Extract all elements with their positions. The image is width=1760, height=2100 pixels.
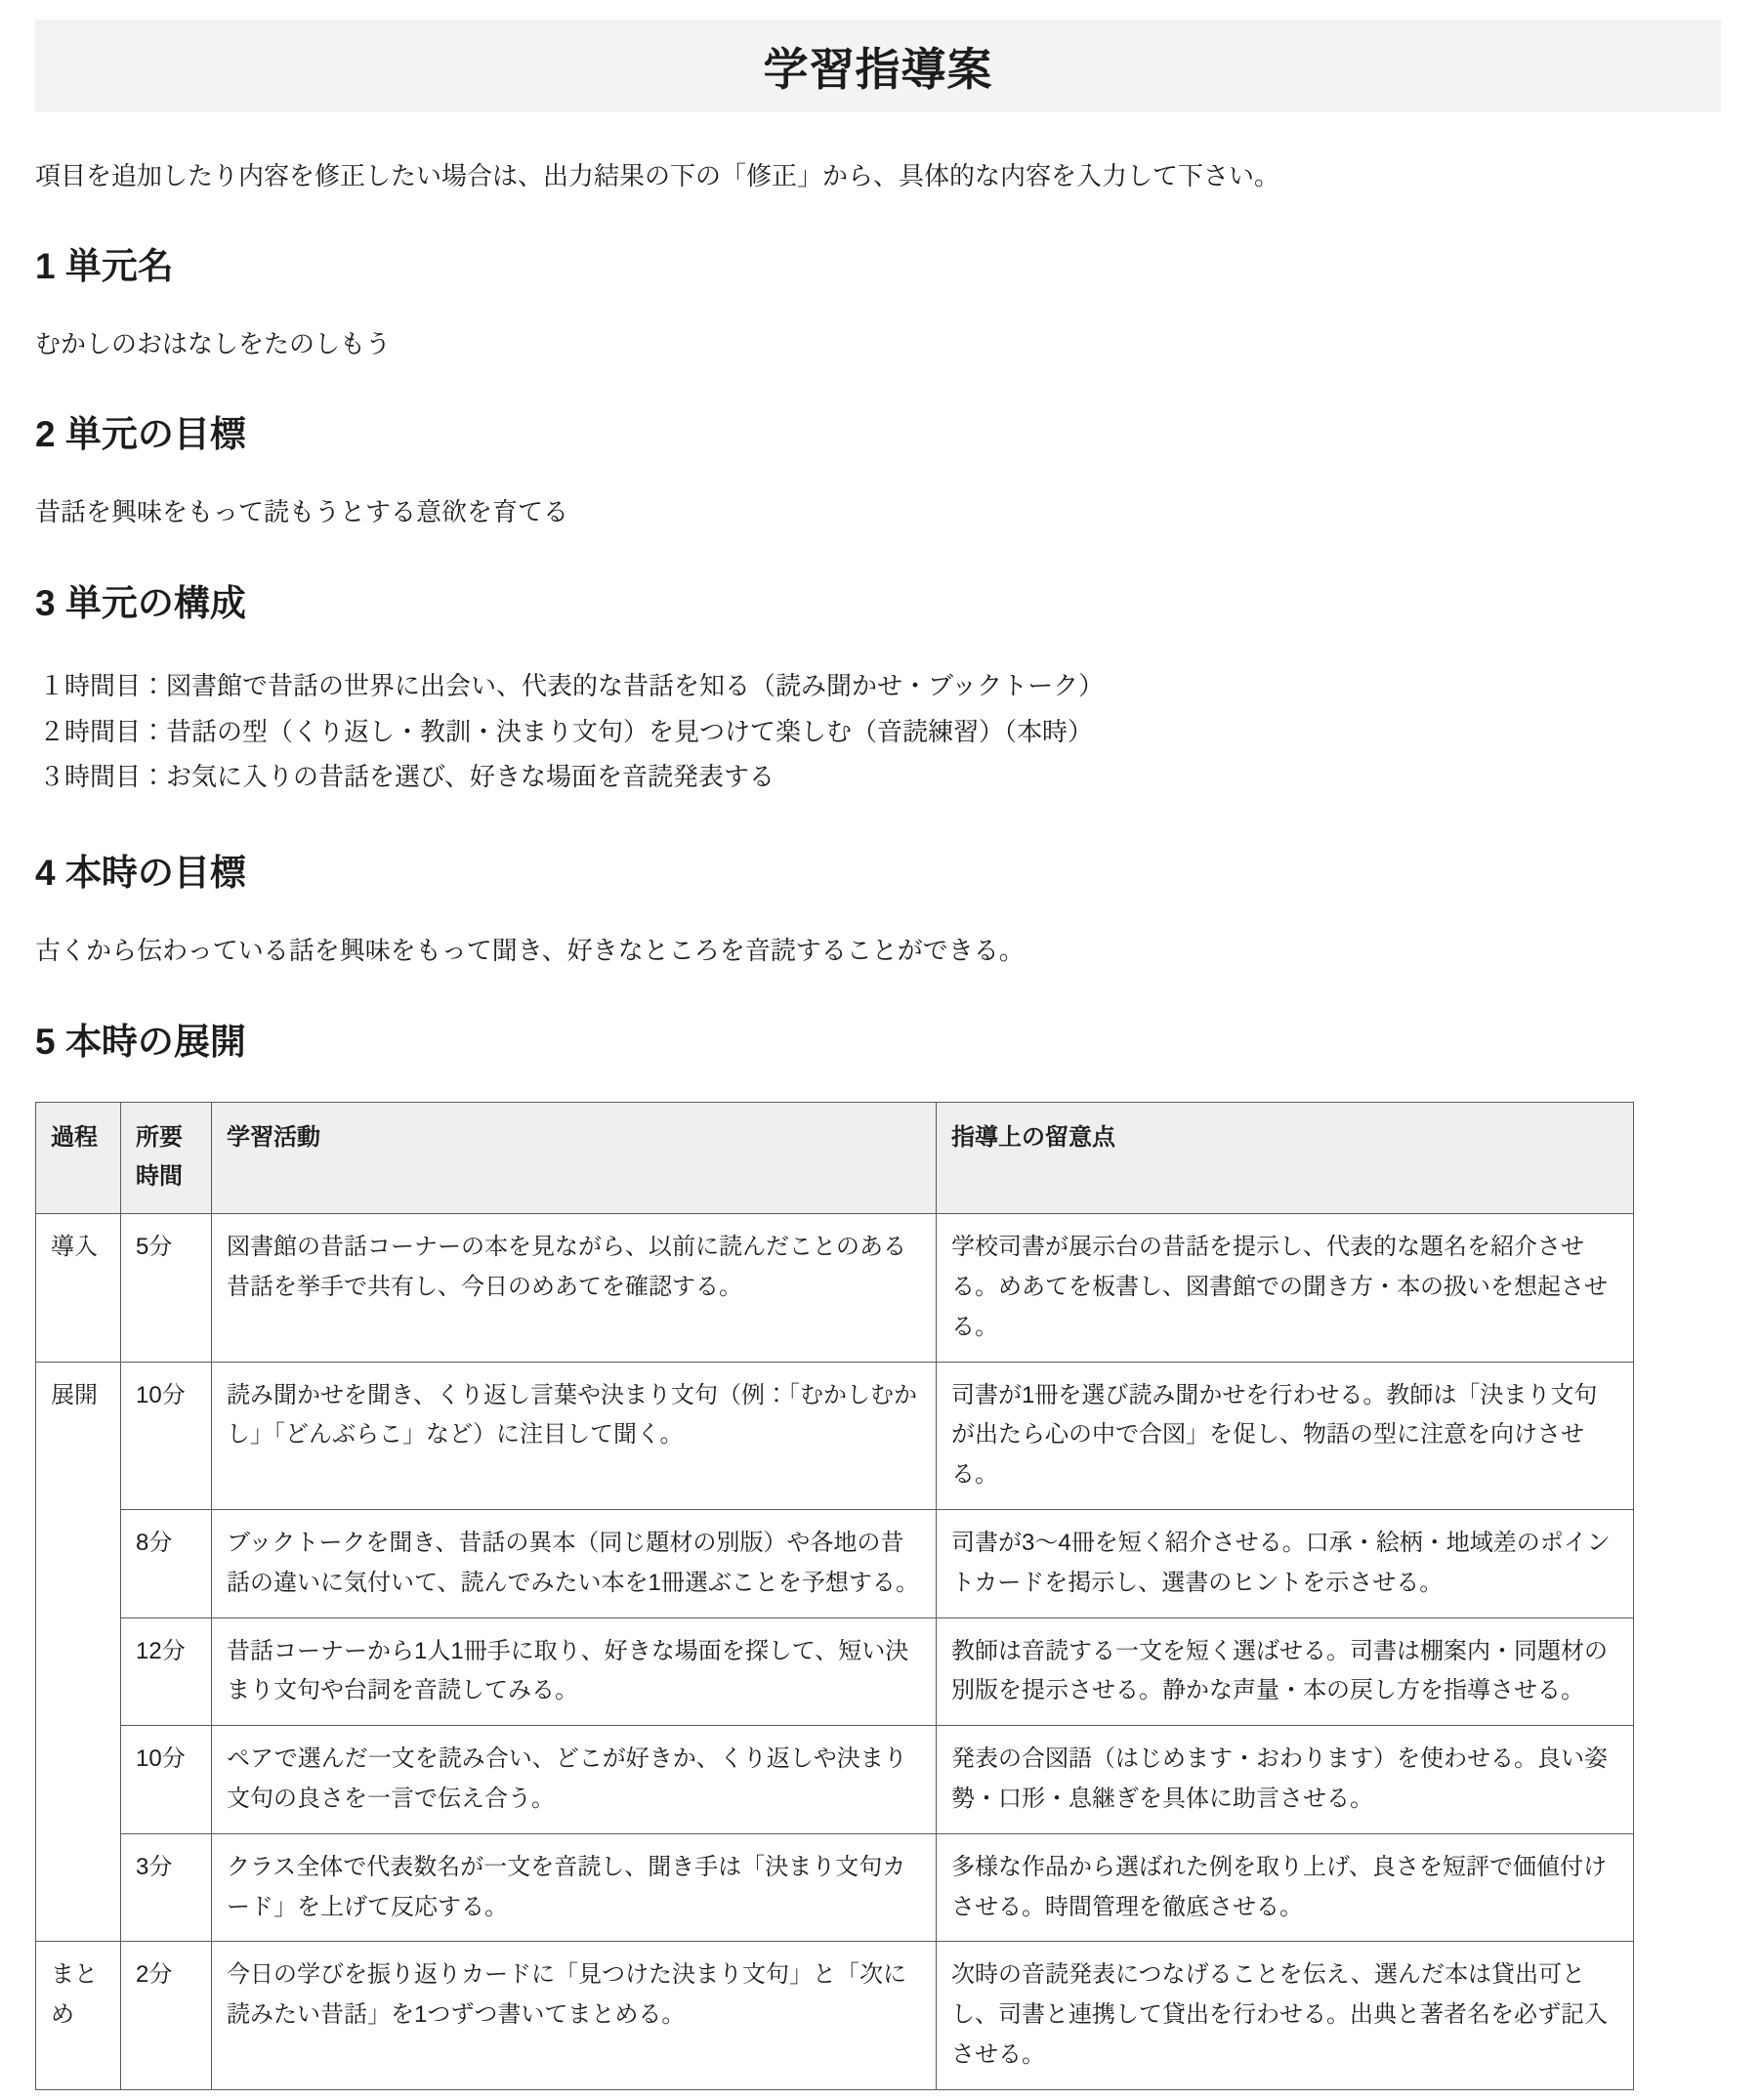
table-header-row bbox=[36, 1102, 1634, 1214]
lesson-plan-table bbox=[35, 1102, 1634, 2090]
table-row-intro bbox=[36, 1214, 1634, 1362]
unit-goal-text: 昔話を興味をもって読もうとする意欲を育てる bbox=[35, 497, 569, 527]
lesson-goal-text: 古くから伝わっている話を興味をもって聞き、好きなところを音読することができる。 bbox=[35, 936, 1025, 966]
table-row-development-5 bbox=[36, 1833, 1634, 1942]
cell-process: まとめ bbox=[36, 1942, 121, 2089]
col-header-time: 所要時間 bbox=[121, 1102, 212, 1214]
section-heading-unit-name: 1 単元名 bbox=[35, 246, 174, 287]
cell-guidance: 司書が1冊を選び読み聞かせを行わせる。教師は「決まり文句が出たら心の中で合図」を促し、物語の型に注意を向けさせる。 bbox=[937, 1362, 1634, 1509]
cell-activity: クラス全体で代表数名が一文を音読し、聞き手は「決まり文句カード」を上げて反応する。 bbox=[212, 1833, 937, 1942]
cell-time: 8分 bbox=[121, 1510, 212, 1618]
cell-time: 10分 bbox=[121, 1362, 212, 1509]
cell-guidance: 次時の音読発表につなげることを伝え、選んだ本は貸出可とし、司書と連携して貸出を行わせる。出典と著者名を必ず記入させる。 bbox=[937, 1942, 1634, 2089]
unit-structure-item-3: ３時間目：お気に入りの昔話を選び、好きな場面を音読発表する bbox=[39, 762, 775, 792]
cell-activity: 読み聞かせを聞き、くり返し言葉や決まり文句（例：「むかしむかし」「どんぶらこ」など）に注目して聞く。 bbox=[212, 1362, 937, 1509]
cell-process: 導入 bbox=[36, 1214, 121, 1362]
col-header-activity: 学習活動 bbox=[212, 1102, 937, 1214]
page-title: 学習指導案 bbox=[763, 43, 993, 95]
cell-activity: 今日の学びを振り返りカードに「見つけた決まり文句」と「次に読みたい昔話」を1つずつ書いてまとめる。 bbox=[212, 1942, 937, 2089]
cell-process: 展開 bbox=[36, 1362, 121, 1942]
cell-guidance: 発表の合図語（はじめます・おわります）を使わせる。良い姿勢・口形・息継ぎを具体に助言させる。 bbox=[937, 1726, 1634, 1834]
cell-guidance: 司書が3〜4冊を短く紹介させる。口承・絵柄・地域差のポイントカードを掲示し、選書のヒントを示させる。 bbox=[937, 1510, 1634, 1618]
cell-guidance: 多様な作品から選ばれた例を取り上げ、良さを短評で価値付けさせる。時間管理を徹底させる。 bbox=[937, 1833, 1634, 1942]
cell-activity: 図書館の昔話コーナーの本を見ながら、以前に読んだことのある昔話を挙手で共有し、今日のめあてを確認する。 bbox=[212, 1214, 937, 1362]
cell-time: 2分 bbox=[121, 1942, 212, 2089]
table-row-development-3 bbox=[36, 1617, 1634, 1726]
cell-activity: ブックトークを聞き、昔話の異本（同じ題材の別版）や各地の昔話の違いに気付いて、読んでみたい本を1冊選ぶことを予想する。 bbox=[212, 1510, 937, 1618]
cell-time: 10分 bbox=[121, 1726, 212, 1834]
section-heading-lesson-goal: 4 本時の目標 bbox=[35, 853, 246, 894]
cell-time: 3分 bbox=[121, 1833, 212, 1942]
col-header-guidance: 指導上の留意点 bbox=[937, 1102, 1634, 1214]
cell-time: 12分 bbox=[121, 1617, 212, 1726]
unit-structure-item-2: ２時間目：昔話の型（くり返し・教訓・決まり文句）を見つけて楽しむ（音読練習）（本時） bbox=[39, 716, 1094, 746]
col-header-process: 過程 bbox=[36, 1102, 121, 1214]
unit-structure-item-1: １時間目：図書館で昔話の世界に出会い、代表的な昔話を知る（読み聞かせ・ブックトーク） bbox=[39, 670, 1105, 700]
cell-time: 5分 bbox=[121, 1214, 212, 1362]
table-row-development-4 bbox=[36, 1726, 1634, 1834]
unit-structure-list bbox=[35, 663, 1721, 800]
cell-activity: ペアで選んだ一文を読み合い、どこが好きか、くり返しや決まり文句の良さを一言で伝え合う。 bbox=[212, 1726, 937, 1834]
cell-guidance: 教師は音読する一文を短く選ばせる。司書は棚案内・同題材の別版を提示させる。静かな声量・本の戻し方を指導させる。 bbox=[937, 1617, 1634, 1726]
document-title-bar bbox=[35, 20, 1721, 112]
cell-guidance: 学校司書が展示台の昔話を提示し、代表的な題名を紹介させる。めあてを板書し、図書館での聞き方・本の扱いを想起させる。 bbox=[937, 1214, 1634, 1362]
section-heading-unit-structure: 3 単元の構成 bbox=[35, 582, 246, 623]
intro-note: 項目を追加したり内容を修正したい場合は、出力結果の下の「修正」から、具体的な内容を入力して下さい。 bbox=[35, 161, 1280, 190]
cell-activity: 昔話コーナーから1人1冊手に取り、好きな場面を探して、短い決まり文句や台詞を音読してみる。 bbox=[212, 1617, 937, 1726]
table-row-summary bbox=[36, 1942, 1634, 2089]
table-row-development-1 bbox=[36, 1362, 1634, 1509]
section-heading-unit-goal: 2 単元の目標 bbox=[35, 414, 246, 455]
section-heading-lesson-flow: 5 本時の展開 bbox=[35, 1021, 246, 1062]
unit-name-text: むかしのおはなしをたのしもう bbox=[35, 329, 392, 359]
table-row-development-2 bbox=[36, 1510, 1634, 1618]
